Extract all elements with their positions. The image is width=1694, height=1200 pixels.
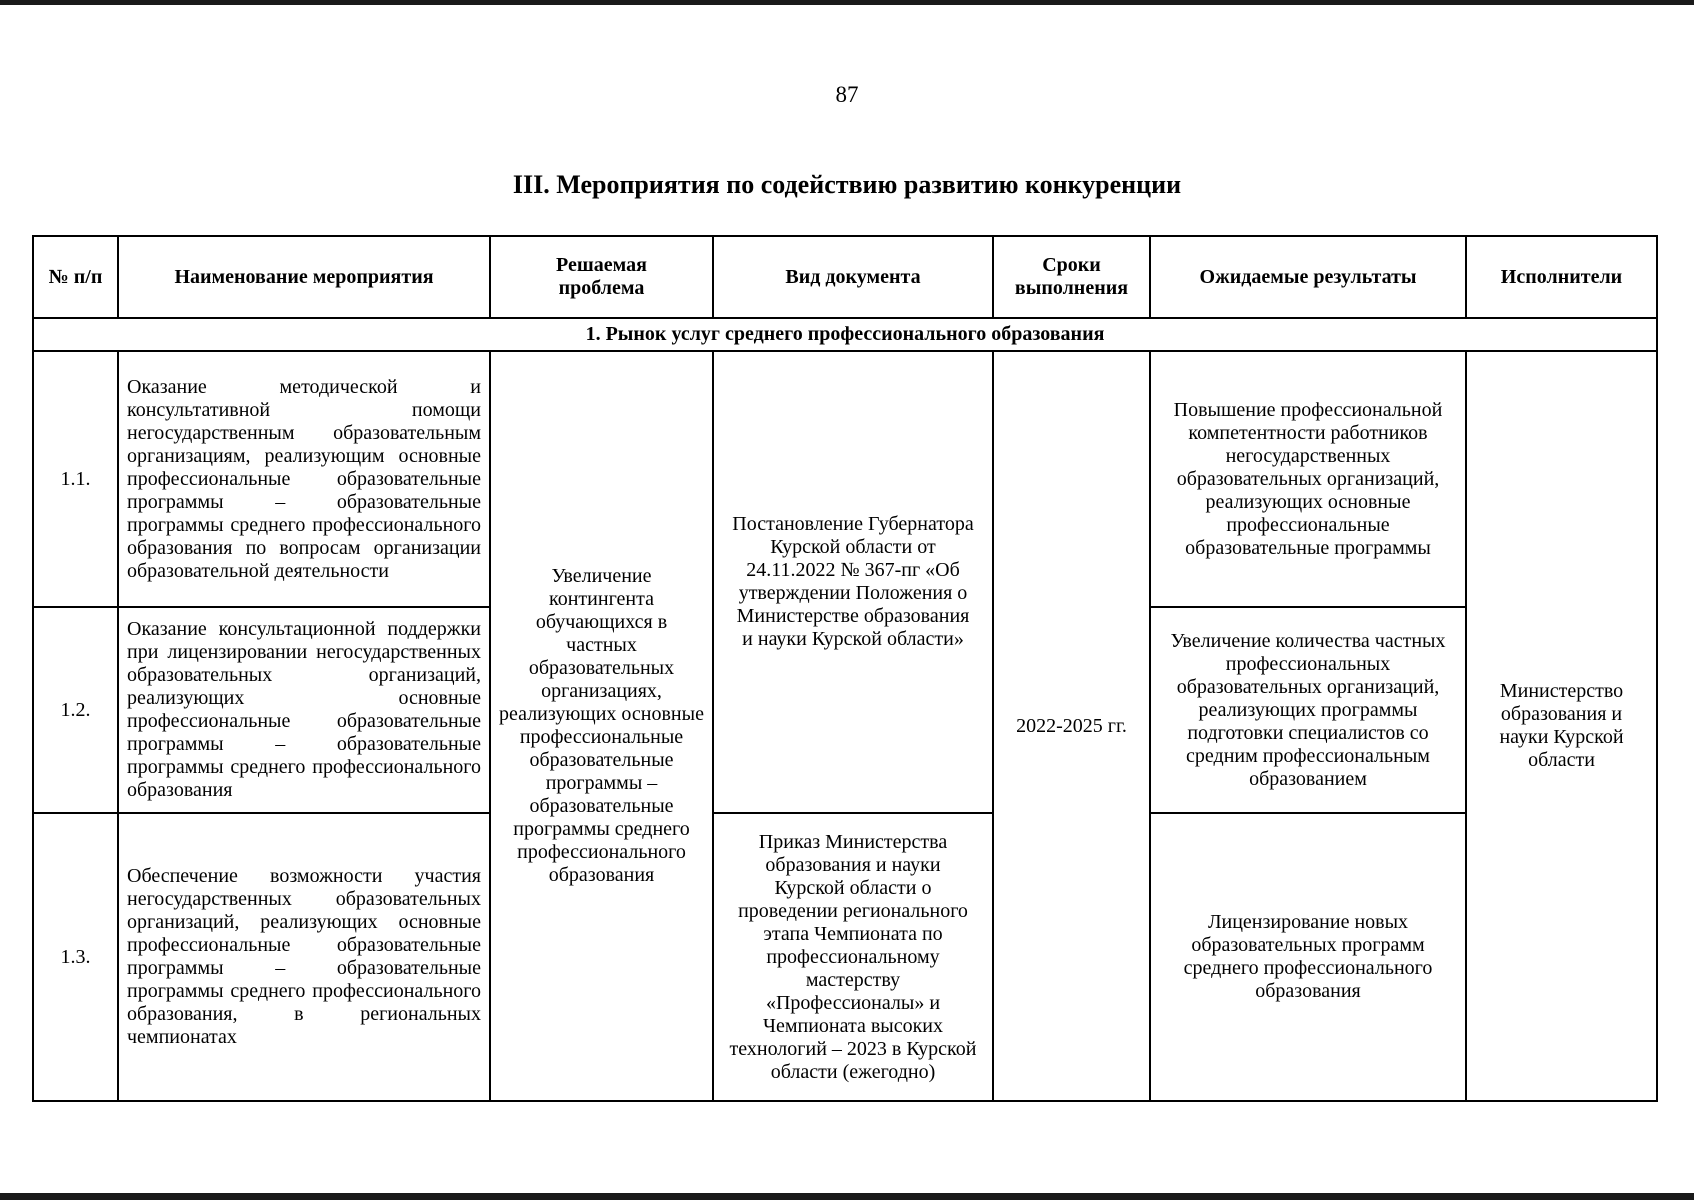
row-number: 1.1.: [33, 351, 118, 607]
executors-cell: Министерство образования и науки Курской области: [1466, 351, 1657, 1101]
header-executors: Исполнители: [1466, 236, 1657, 318]
result-cell: Лицензирование новых образовательных программ среднего профессионального образования: [1150, 813, 1466, 1101]
top-border-rule: [0, 0, 1694, 5]
section-heading: 1. Рынок услуг среднего профессионального образования: [33, 318, 1657, 351]
header-name: Наименование мероприятия: [118, 236, 490, 318]
header-deadline: Сроки выполнения: [993, 236, 1150, 318]
row-number: 1.3.: [33, 813, 118, 1101]
table-row: [33, 351, 1657, 607]
result-cell: Повышение профессиональной компетентности работников негосударственных образовательных организаций, реализующих основные профессиональные образовательные программы: [1150, 351, 1466, 607]
header-results: Ожидаемые результаты: [1150, 236, 1466, 318]
measure-name: Обеспечение возможности участия негосударственных образовательных организаций, реализующих основные профессиональные образовательные программы – образовательные программы среднего профессионального образования, в региональных чемпионатах: [118, 813, 490, 1101]
page-number: 87: [835, 82, 859, 107]
table-row: [33, 813, 1657, 1101]
header-doc-type: Вид документа: [713, 236, 993, 318]
section-title: III. Мероприятия по содействию развитию конкуренции: [512, 170, 1182, 199]
document-cell: Постановление Губернатора Курской области от 24.11.2022 № 367-пг «Об утверждении Положения о Министерстве образования и науки Курской области»: [713, 351, 993, 813]
deadline-cell: 2022-2025 гг.: [993, 351, 1150, 1101]
row-number: 1.2.: [33, 607, 118, 813]
section-row: [33, 318, 1657, 351]
document-cell: Приказ Министерства образования и науки Курской области о проведении регионального этапа Чемпионата по профессиональному мастерству «Профессионалы» и Чемпионата высоких технологий – 2023 в Курской области (ежегодно): [713, 813, 993, 1101]
bottom-border-rule: [0, 1193, 1694, 1200]
header-num: № п/п: [33, 236, 118, 318]
header-problem: Решаемая проблема: [490, 236, 713, 318]
measure-name: Оказание консультационной поддержки при лицензировании негосударственных образовательных организаций, реализующих основные профессиональные образовательные программы – образовательные программы среднего профессионального образования: [118, 607, 490, 813]
measures-table: [32, 235, 1658, 1102]
measure-name: Оказание методической и консультативной помощи негосударственным образовательным организациям, реализующим основные профессиональные образовательные программы – образовательные программы среднего профессионального образования по вопросам организации образовательной деятельности: [118, 351, 490, 607]
header-row: [33, 236, 1657, 318]
problem-cell: Увеличение контингента обучающихся в частных образовательных организациях, реализующих основные профессиональные образовательные программы – образовательные программы среднего профессионального образования: [490, 351, 713, 1101]
result-cell: Увеличение количества частных профессиональных образовательных организаций, реализующих программы подготовки специалистов со средним профессиональным образованием: [1150, 607, 1466, 813]
